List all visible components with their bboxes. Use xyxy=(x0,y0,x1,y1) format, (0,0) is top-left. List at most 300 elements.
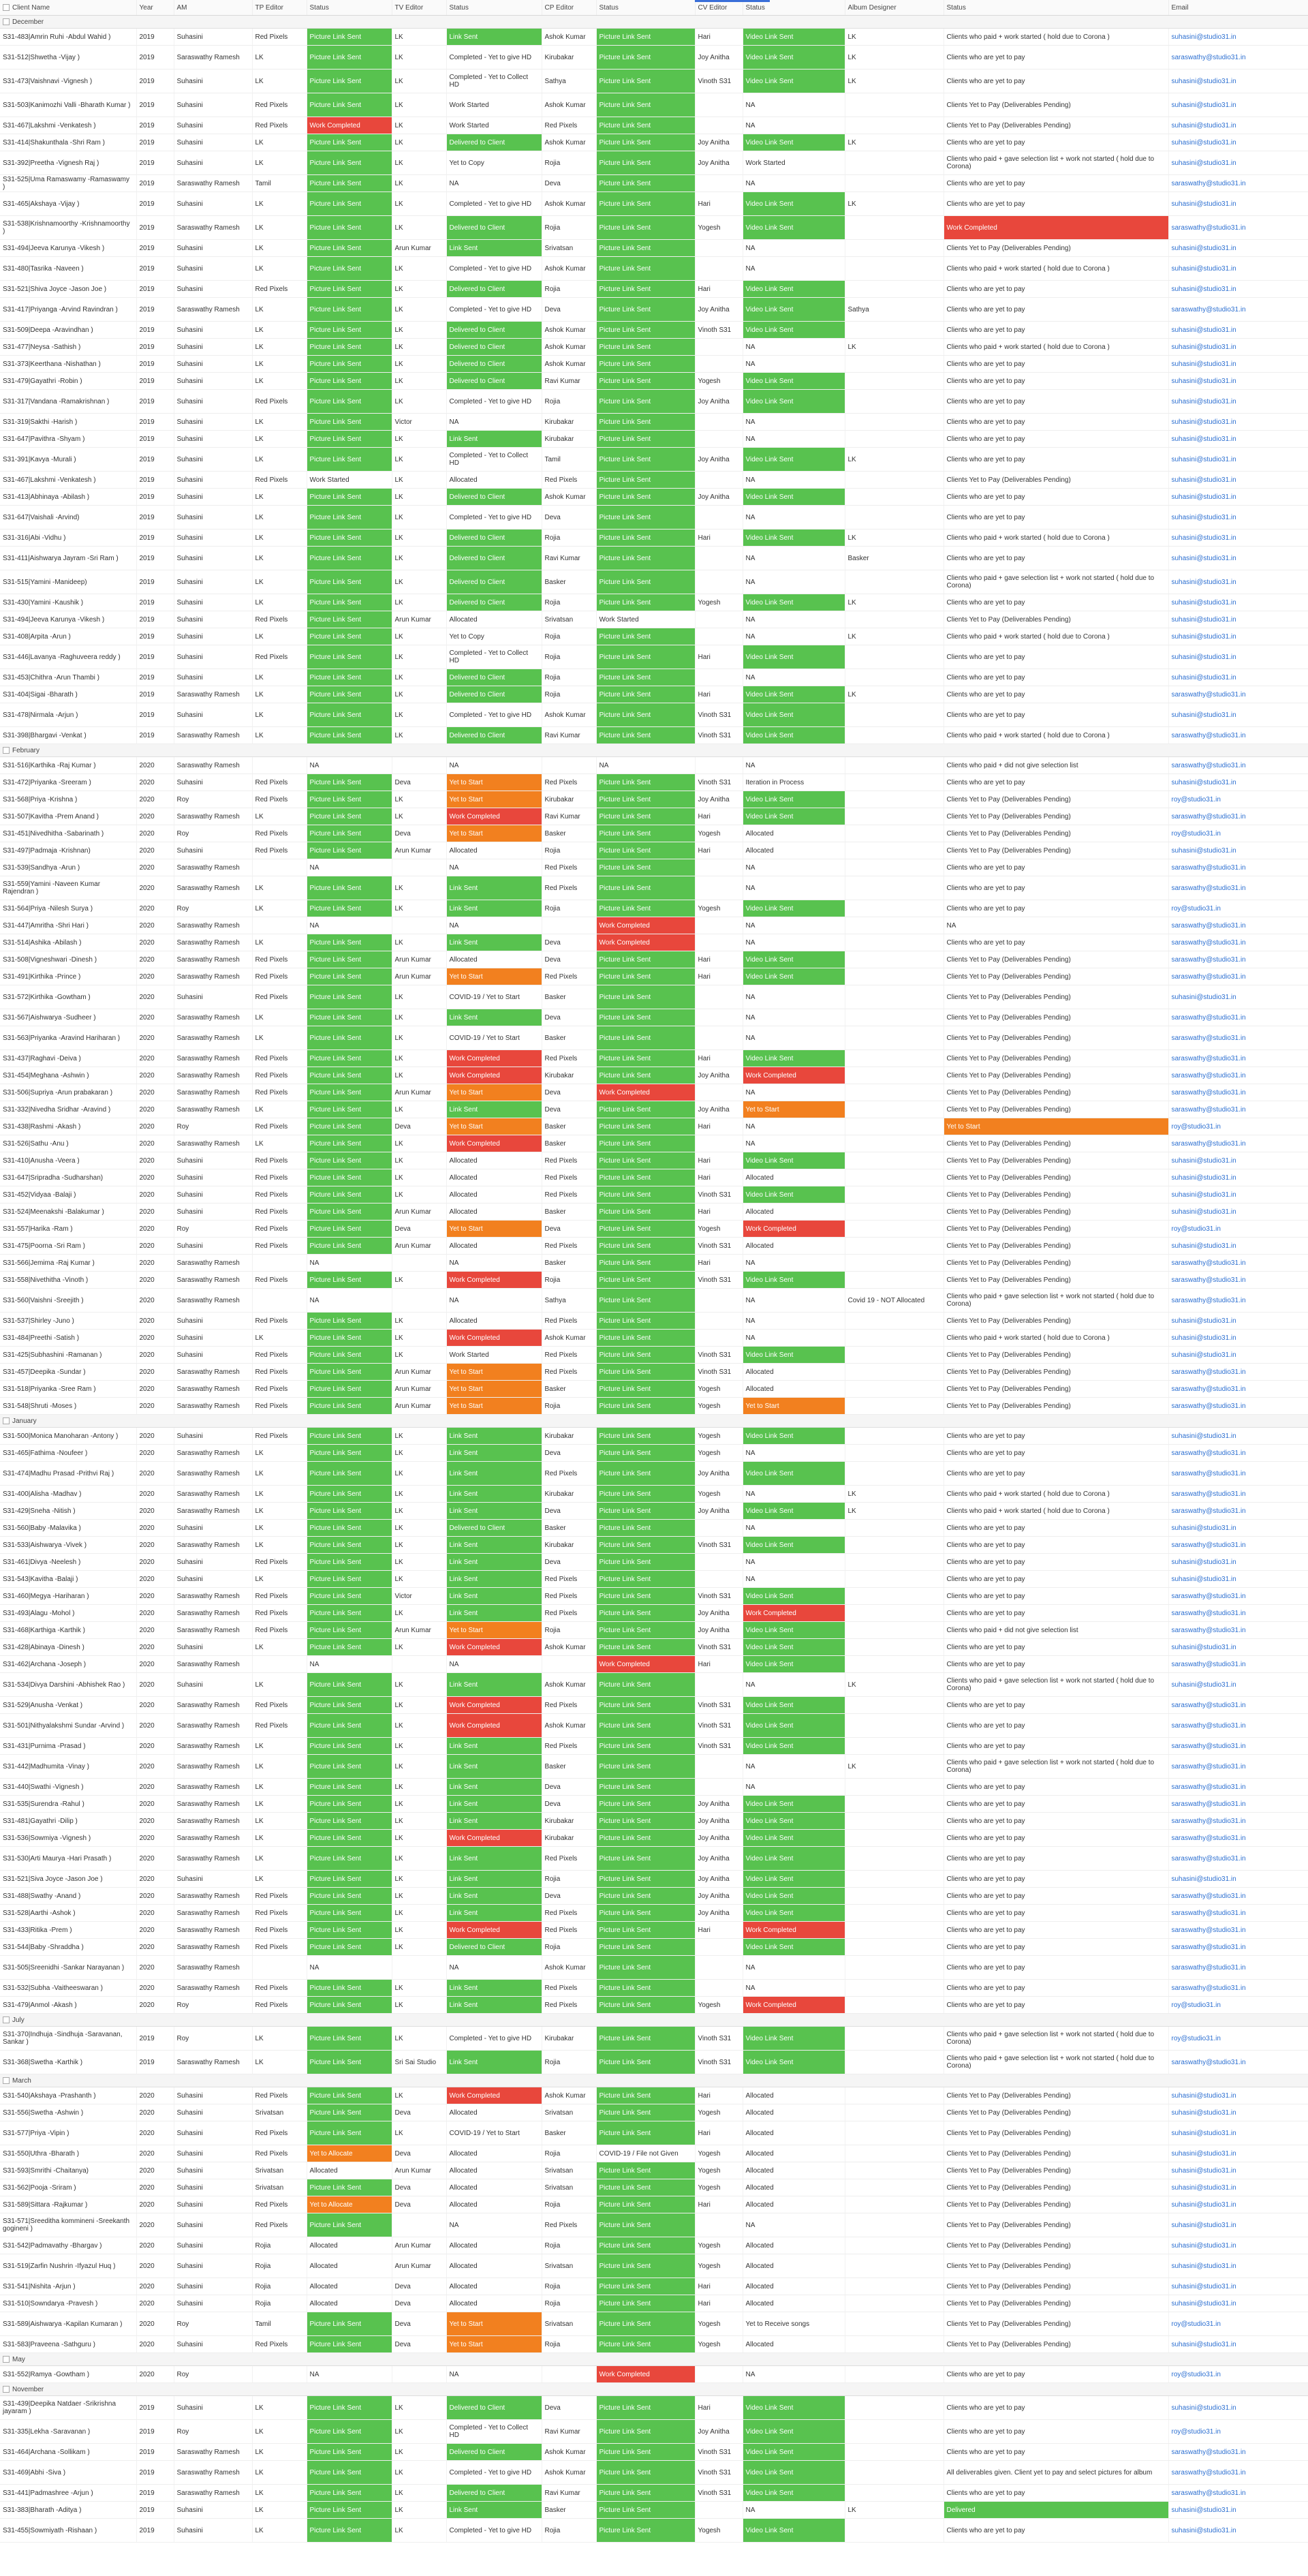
cell-status[interactable]: Delivered to Client xyxy=(446,2444,542,2461)
cell-status[interactable]: Video Link Sent xyxy=(743,1186,845,1203)
cell-tp-editor[interactable]: LK xyxy=(252,373,307,390)
cell-tv-editor[interactable]: LK xyxy=(392,727,446,744)
cell-status[interactable]: Picture Link Sent xyxy=(307,2104,392,2121)
table-row[interactable] xyxy=(0,628,1308,645)
cell-cp-editor[interactable]: Rojia xyxy=(542,1871,596,1888)
cell-status[interactable]: Picture Link Sent xyxy=(596,645,695,669)
cell-cv-editor[interactable] xyxy=(695,1779,743,1796)
cell-status[interactable]: Picture Link Sent xyxy=(307,825,392,842)
cell-status[interactable]: Picture Link Sent xyxy=(307,1084,392,1101)
cell-status[interactable]: Picture Link Sent xyxy=(596,1486,695,1503)
cell-cp-editor[interactable]: Red Pixels xyxy=(542,117,596,134)
cell-am[interactable]: Suhasini xyxy=(174,472,252,489)
table-row[interactable] xyxy=(0,1980,1308,1997)
cell-status[interactable]: Allocated xyxy=(446,1238,542,1255)
cell-cp-editor[interactable]: Kirubakar xyxy=(542,1813,596,1830)
cell-email[interactable]: suhasini@studio31.in xyxy=(1168,472,1308,489)
cell-am[interactable]: Saraswathy Ramesh xyxy=(174,968,252,985)
cell-am[interactable]: Suhasini xyxy=(174,1186,252,1203)
cell-year[interactable]: 2020 xyxy=(136,842,174,859)
cell-status[interactable]: Allocated xyxy=(446,2104,542,2121)
cell-year[interactable]: 2019 xyxy=(136,2502,174,2519)
cell-status[interactable]: Allocated xyxy=(446,2162,542,2179)
cell-status[interactable]: Clients Yet to Pay (Deliverables Pending) xyxy=(944,968,1168,985)
cell-email[interactable]: saraswathy@studio31.in xyxy=(1168,2051,1308,2074)
cell-status[interactable]: Picture Link Sent xyxy=(596,46,695,70)
cell-cp-editor[interactable]: Rojia xyxy=(542,1398,596,1415)
table-row[interactable] xyxy=(0,2196,1308,2213)
cell-year[interactable]: 2020 xyxy=(136,1956,174,1980)
cell-cv-editor[interactable] xyxy=(695,257,743,281)
cell-status[interactable]: Picture Link Sent xyxy=(596,390,695,414)
cell-status[interactable]: Link Sent xyxy=(446,1605,542,1622)
cell-year[interactable]: 2020 xyxy=(136,2196,174,2213)
cell-tp-editor[interactable]: LK xyxy=(252,2519,307,2543)
cell-email[interactable]: suhasini@studio31.in xyxy=(1168,1152,1308,1169)
cell-year[interactable]: 2020 xyxy=(136,757,174,774)
cell-cv-editor[interactable] xyxy=(695,175,743,192)
cell-status[interactable]: Picture Link Sent xyxy=(596,93,695,117)
cell-cv-editor[interactable]: Hari xyxy=(695,2196,743,2213)
table-row[interactable] xyxy=(0,594,1308,611)
cell-client-name[interactable]: S31-391|Kavya -Murali ) xyxy=(0,448,136,472)
cell-am[interactable]: Suhasini xyxy=(174,2196,252,2213)
cell-tv-editor[interactable]: LK xyxy=(392,791,446,808)
cell-client-name[interactable]: S31-557|Harika -Ram ) xyxy=(0,1221,136,1238)
cell-status[interactable]: Picture Link Sent xyxy=(307,628,392,645)
cell-cp-editor[interactable]: Kirubakar xyxy=(542,1486,596,1503)
cell-tp-editor[interactable]: Red Pixels xyxy=(252,1398,307,1415)
cell-status[interactable]: Delivered to Client xyxy=(446,727,542,744)
cell-cp-editor[interactable]: Rojia xyxy=(542,2336,596,2353)
cell-client-name[interactable]: S31-559|Yamini -Naveen Kumar Rajendran ) xyxy=(0,876,136,900)
cell-email[interactable]: saraswathy@studio31.in xyxy=(1168,1486,1308,1503)
cell-album-designer[interactable]: LK xyxy=(845,192,944,216)
cell-tv-editor[interactable]: LK xyxy=(392,1347,446,1364)
cell-status[interactable]: Clients who are yet to pay xyxy=(944,1813,1168,1830)
cell-client-name[interactable]: S31-332|Nivedha Sridhar -Aravind ) xyxy=(0,1101,136,1118)
cell-client-name[interactable]: S31-647|Pavithra -Shyam ) xyxy=(0,431,136,448)
cell-status[interactable]: Picture Link Sent xyxy=(596,570,695,594)
cell-year[interactable]: 2020 xyxy=(136,1221,174,1238)
cell-status[interactable]: Clients Yet to Pay (Deliverables Pending) xyxy=(944,1313,1168,1330)
cell-am[interactable]: Saraswathy Ramesh xyxy=(174,917,252,934)
cell-year[interactable]: 2020 xyxy=(136,1830,174,1847)
cell-album-designer[interactable] xyxy=(845,2104,944,2121)
table-row[interactable] xyxy=(0,611,1308,628)
cell-status[interactable]: Link Sent xyxy=(446,431,542,448)
cell-client-name[interactable]: S31-488|Swathy -Anand ) xyxy=(0,1888,136,1905)
cell-cv-editor[interactable]: Hari xyxy=(695,1255,743,1272)
cell-client-name[interactable]: S31-479|Anmol -Akash ) xyxy=(0,1997,136,2014)
cell-status[interactable]: Picture Link Sent xyxy=(307,2396,392,2420)
cell-album-designer[interactable] xyxy=(845,1779,944,1796)
cell-status[interactable]: Picture Link Sent xyxy=(596,2254,695,2278)
cell-tp-editor[interactable]: LK xyxy=(252,570,307,594)
table-row[interactable] xyxy=(0,1520,1308,1537)
cell-status[interactable]: Clients Yet to Pay (Deliverables Pending) xyxy=(944,1009,1168,1026)
cell-status[interactable]: Picture Link Sent xyxy=(596,703,695,727)
cell-cp-editor[interactable]: Basker xyxy=(542,1520,596,1537)
cell-status[interactable]: Picture Link Sent xyxy=(596,117,695,134)
cell-status[interactable]: Video Link Sent xyxy=(743,1830,845,1847)
cell-tp-editor[interactable]: Red Pixels xyxy=(252,281,307,298)
cell-cv-editor[interactable] xyxy=(695,1755,743,1779)
cell-status[interactable]: Delivered to Client xyxy=(446,594,542,611)
cell-tv-editor[interactable]: LK xyxy=(392,1537,446,1554)
cell-status[interactable]: Delivered to Client xyxy=(446,570,542,594)
cell-tp-editor[interactable]: Red Pixels xyxy=(252,2196,307,2213)
cell-status[interactable]: Picture Link Sent xyxy=(307,175,392,192)
cell-tp-editor[interactable]: Rojia xyxy=(252,2254,307,2278)
cell-cv-editor[interactable]: Vinoth S31 xyxy=(695,2461,743,2485)
cell-status[interactable]: NA xyxy=(743,2502,845,2519)
cell-email[interactable]: suhasini@studio31.in xyxy=(1168,356,1308,373)
table-row[interactable] xyxy=(0,240,1308,257)
cell-client-name[interactable]: S31-447|Amritha -Shri Hari ) xyxy=(0,917,136,934)
cell-tp-editor[interactable]: LK xyxy=(252,2485,307,2502)
cell-status[interactable]: Picture Link Sent xyxy=(596,547,695,570)
cell-status[interactable]: Picture Link Sent xyxy=(307,1673,392,1697)
cell-status[interactable]: Picture Link Sent xyxy=(307,46,392,70)
cell-client-name[interactable]: S31-493|Alagu -Mohol ) xyxy=(0,1605,136,1622)
cell-status[interactable]: Video Link Sent xyxy=(743,448,845,472)
cell-status[interactable]: Picture Link Sent xyxy=(596,2336,695,2353)
cell-status[interactable]: Clients Yet to Pay (Deliverables Pending) xyxy=(944,2087,1168,2104)
cell-year[interactable]: 2019 xyxy=(136,570,174,594)
cell-cp-editor[interactable]: Sathya xyxy=(542,1289,596,1313)
cell-album-designer[interactable]: LK xyxy=(845,530,944,547)
cell-tp-editor[interactable]: Red Pixels xyxy=(252,29,307,46)
cell-status[interactable]: Picture Link Sent xyxy=(307,322,392,339)
cell-client-name[interactable]: S31-368|Swetha -Karthik ) xyxy=(0,2051,136,2074)
cell-status[interactable]: Picture Link Sent xyxy=(307,390,392,414)
cell-tv-editor[interactable]: Arun Kumar xyxy=(392,240,446,257)
cell-email[interactable]: suhasini@studio31.in xyxy=(1168,2502,1308,2519)
cell-status[interactable]: Picture Link Sent xyxy=(307,1313,392,1330)
cell-tp-editor[interactable]: LK xyxy=(252,489,307,506)
cell-album-designer[interactable] xyxy=(845,1009,944,1026)
cell-client-name[interactable]: S31-529|Anusha -Venkat ) xyxy=(0,1697,136,1714)
cell-client-name[interactable]: S31-589|Sittara -Rajkumar ) xyxy=(0,2196,136,2213)
cell-cv-editor[interactable] xyxy=(695,1135,743,1152)
cell-cv-editor[interactable]: Joy Anitha xyxy=(695,134,743,151)
cell-email[interactable]: saraswathy@studio31.in xyxy=(1168,2485,1308,2502)
cell-am[interactable]: Suhasini xyxy=(174,1313,252,1330)
cell-email[interactable]: saraswathy@studio31.in xyxy=(1168,1905,1308,1922)
cell-status[interactable]: Picture Link Sent xyxy=(307,1830,392,1847)
cell-status[interactable]: Picture Link Sent xyxy=(307,968,392,985)
cell-am[interactable]: Saraswathy Ramesh xyxy=(174,1503,252,1520)
cell-status[interactable]: Allocated xyxy=(743,2278,845,2295)
cell-email[interactable]: saraswathy@studio31.in xyxy=(1168,1714,1308,1738)
cell-email[interactable]: suhasini@studio31.in xyxy=(1168,1520,1308,1537)
cell-status[interactable]: NA xyxy=(743,757,845,774)
cell-status[interactable]: Picture Link Sent xyxy=(596,322,695,339)
cell-tv-editor[interactable]: Arun Kumar xyxy=(392,1203,446,1221)
table-row[interactable] xyxy=(0,281,1308,298)
cell-status[interactable]: Clients who are yet to pay xyxy=(944,594,1168,611)
cell-status[interactable]: Video Link Sent xyxy=(743,322,845,339)
cell-client-name[interactable]: S31-525|Uma Ramaswamy -Ramaswamy ) xyxy=(0,175,136,192)
cell-status[interactable]: Video Link Sent xyxy=(743,2485,845,2502)
cell-cp-editor[interactable]: Red Pixels xyxy=(542,1313,596,1330)
cell-status[interactable]: Picture Link Sent xyxy=(307,1347,392,1364)
cell-status[interactable]: Picture Link Sent xyxy=(307,2519,392,2543)
cell-am[interactable]: Saraswathy Ramesh xyxy=(174,216,252,240)
cell-cv-editor[interactable]: Vinoth S31 xyxy=(695,1714,743,1738)
cell-tp-editor[interactable] xyxy=(252,1956,307,1980)
cell-tp-editor[interactable]: Red Pixels xyxy=(252,1347,307,1364)
cell-cv-editor[interactable]: Yogesh xyxy=(695,2336,743,2353)
cell-status[interactable]: NA xyxy=(307,859,392,876)
cell-album-designer[interactable] xyxy=(845,2145,944,2162)
cell-cv-editor[interactable] xyxy=(695,985,743,1009)
cell-am[interactable]: Saraswathy Ramesh xyxy=(174,298,252,322)
cell-tp-editor[interactable]: Red Pixels xyxy=(252,1905,307,1922)
table-row[interactable] xyxy=(0,1588,1308,1605)
cell-year[interactable]: 2020 xyxy=(136,2121,174,2145)
cell-client-name[interactable]: S31-519|Zarfin Nushrin -Ifyazul Huq ) xyxy=(0,2254,136,2278)
cell-status[interactable]: Picture Link Sent xyxy=(596,1050,695,1067)
cell-tv-editor[interactable]: Arun Kumar xyxy=(392,611,446,628)
cell-am[interactable]: Suhasini xyxy=(174,1571,252,1588)
cell-tv-editor[interactable]: LK xyxy=(392,1445,446,1462)
cell-am[interactable]: Saraswathy Ramesh xyxy=(174,1697,252,1714)
cell-album-designer[interactable] xyxy=(845,1101,944,1118)
cell-status[interactable]: Work Completed xyxy=(743,1605,845,1622)
cell-client-name[interactable]: S31-571|Sreeditha kommineni -Sreekanth gogineni ) xyxy=(0,2213,136,2237)
cell-status[interactable]: Allocated xyxy=(446,2179,542,2196)
cell-tv-editor[interactable]: LK xyxy=(392,1050,446,1067)
cell-client-name[interactable]: S31-439|Deepika Natdaer -Srikrishna jayaram ) xyxy=(0,2396,136,2420)
cell-year[interactable]: 2019 xyxy=(136,322,174,339)
cell-status[interactable]: Video Link Sent xyxy=(743,1537,845,1554)
cell-status[interactable]: Allocated xyxy=(743,2087,845,2104)
cell-status[interactable]: Work Completed xyxy=(743,1997,845,2014)
cell-status[interactable]: Picture Link Sent xyxy=(307,2051,392,2074)
cell-year[interactable]: 2019 xyxy=(136,240,174,257)
cell-email[interactable]: suhasini@studio31.in xyxy=(1168,240,1308,257)
cell-tv-editor[interactable]: Deva xyxy=(392,2179,446,2196)
cell-cv-editor[interactable] xyxy=(695,1939,743,1956)
cell-tv-editor[interactable]: Arun Kumar xyxy=(392,2254,446,2278)
cell-client-name[interactable]: S31-572|Kirthika -Gowtham ) xyxy=(0,985,136,1009)
cell-email[interactable]: suhasini@studio31.in xyxy=(1168,2396,1308,2420)
cell-status[interactable]: Picture Link Sent xyxy=(307,1186,392,1203)
cell-status[interactable]: Clients Yet to Pay (Deliverables Pending) xyxy=(944,2237,1168,2254)
cell-cp-editor[interactable]: Basker xyxy=(542,1203,596,1221)
cell-tv-editor[interactable]: LK xyxy=(392,1830,446,1847)
cell-tp-editor[interactable]: Red Pixels xyxy=(252,1888,307,1905)
cell-status[interactable]: Picture Link Sent xyxy=(596,70,695,93)
cell-client-name[interactable]: S31-373|Keerthana -Nishathan ) xyxy=(0,356,136,373)
cell-client-name[interactable]: S31-568|Priya -Krishna ) xyxy=(0,791,136,808)
cell-album-designer[interactable] xyxy=(845,1939,944,1956)
cell-status[interactable]: Video Link Sent xyxy=(743,2027,845,2051)
cell-client-name[interactable]: S31-521|Shiva Joyce -Jason Joe ) xyxy=(0,281,136,298)
cell-album-designer[interactable] xyxy=(845,1186,944,1203)
cell-status[interactable]: Link Sent xyxy=(446,1905,542,1922)
table-row[interactable] xyxy=(0,1050,1308,1067)
cell-client-name[interactable]: S31-477|Neysa -Sathish ) xyxy=(0,339,136,356)
cell-status[interactable]: Picture Link Sent xyxy=(307,1939,392,1956)
cell-cv-editor[interactable]: Vinoth S31 xyxy=(695,2444,743,2461)
cell-status[interactable]: Picture Link Sent xyxy=(596,2444,695,2461)
cell-cv-editor[interactable]: Vinoth S31 xyxy=(695,1738,743,1755)
cell-tv-editor[interactable] xyxy=(392,1656,446,1673)
cell-am[interactable]: Suhasini xyxy=(174,1673,252,1697)
cell-am[interactable]: Roy xyxy=(174,1221,252,1238)
table-row[interactable] xyxy=(0,1203,1308,1221)
cell-status[interactable]: Yet to Start xyxy=(743,1101,845,1118)
cell-email[interactable]: suhasini@studio31.in xyxy=(1168,985,1308,1009)
cell-am[interactable]: Roy xyxy=(174,791,252,808)
cell-cp-editor[interactable]: Ashok Kumar xyxy=(542,339,596,356)
cell-tv-editor[interactable]: LK xyxy=(392,356,446,373)
cell-cp-editor[interactable]: Kirubakar xyxy=(542,414,596,431)
cell-am[interactable]: Suhasini xyxy=(174,1554,252,1571)
cell-album-designer[interactable] xyxy=(845,1152,944,1169)
table-row[interactable] xyxy=(0,645,1308,669)
cell-email[interactable]: suhasini@studio31.in xyxy=(1168,322,1308,339)
cell-client-name[interactable]: S31-460|Megya -Hariharan ) xyxy=(0,1588,136,1605)
cell-status[interactable]: Clients Yet to Pay (Deliverables Pending) xyxy=(944,1381,1168,1398)
cell-email[interactable]: suhasini@studio31.in xyxy=(1168,448,1308,472)
cell-album-designer[interactable] xyxy=(845,1255,944,1272)
cell-status[interactable]: Clients who are yet to pay xyxy=(944,645,1168,669)
cell-tp-editor[interactable]: LK xyxy=(252,1673,307,1697)
cell-cp-editor[interactable] xyxy=(542,757,596,774)
cell-status[interactable]: Work Started xyxy=(596,611,695,628)
cell-status[interactable]: NA xyxy=(446,1255,542,1272)
cell-status[interactable]: Clients Yet to Pay (Deliverables Pending) xyxy=(944,93,1168,117)
cell-status[interactable]: Clients Yet to Pay (Deliverables Pending) xyxy=(944,1101,1168,1118)
cell-tp-editor[interactable]: LK xyxy=(252,298,307,322)
cell-tv-editor[interactable]: LK xyxy=(392,339,446,356)
cell-cp-editor[interactable]: Basker xyxy=(542,1755,596,1779)
cell-year[interactable]: 2019 xyxy=(136,2444,174,2461)
cell-status[interactable]: Picture Link Sent xyxy=(307,1462,392,1486)
cell-email[interactable]: saraswathy@studio31.in xyxy=(1168,1009,1308,1026)
cell-am[interactable]: Saraswathy Ramesh xyxy=(174,1622,252,1639)
cell-client-name[interactable]: S31-506|Supriya -Arun prabakaran ) xyxy=(0,1084,136,1101)
cell-client-name[interactable]: S31-408|Arpita -Arun ) xyxy=(0,628,136,645)
table-row[interactable] xyxy=(0,448,1308,472)
cell-email[interactable]: suhasini@studio31.in xyxy=(1168,2213,1308,2237)
cell-year[interactable]: 2020 xyxy=(136,1520,174,1537)
cell-status[interactable]: COVID-19 / Yet to Start xyxy=(446,2121,542,2145)
cell-tp-editor[interactable]: Red Pixels xyxy=(252,1364,307,1381)
cell-status[interactable]: Allocated xyxy=(743,1381,845,1398)
cell-tv-editor[interactable]: LK xyxy=(392,1755,446,1779)
cell-cv-editor[interactable] xyxy=(695,356,743,373)
cell-cv-editor[interactable]: Hari xyxy=(695,281,743,298)
table-row[interactable] xyxy=(0,298,1308,322)
cell-cv-editor[interactable]: Joy Anitha xyxy=(695,1905,743,1922)
cell-tp-editor[interactable]: Red Pixels xyxy=(252,1381,307,1398)
cell-am[interactable]: Suhasini xyxy=(174,390,252,414)
cell-tv-editor[interactable]: LK xyxy=(392,1571,446,1588)
cell-year[interactable]: 2019 xyxy=(136,645,174,669)
cell-status[interactable]: Work Completed xyxy=(743,1221,845,1238)
cell-tp-editor[interactable]: Red Pixels xyxy=(252,791,307,808)
cell-email[interactable]: saraswathy@studio31.in xyxy=(1168,1050,1308,1067)
cell-cp-editor[interactable]: Basker xyxy=(542,1381,596,1398)
table-row[interactable] xyxy=(0,29,1308,46)
cell-cv-editor[interactable] xyxy=(695,414,743,431)
cell-cv-editor[interactable]: Vinoth S31 xyxy=(695,1364,743,1381)
cell-status[interactable]: Picture Link Sent xyxy=(596,1289,695,1313)
cell-year[interactable]: 2020 xyxy=(136,1118,174,1135)
cell-tp-editor[interactable]: LK xyxy=(252,547,307,570)
table-row[interactable] xyxy=(0,1347,1308,1364)
cell-tp-editor[interactable]: Red Pixels xyxy=(252,2121,307,2145)
cell-client-name[interactable]: S31-461|Divya -Neelesh ) xyxy=(0,1554,136,1571)
table-row[interactable] xyxy=(0,1847,1308,1871)
cell-status[interactable]: NA xyxy=(596,757,695,774)
table-row[interactable] xyxy=(0,2278,1308,2295)
cell-status[interactable]: Picture Link Sent xyxy=(307,686,392,703)
cell-year[interactable]: 2020 xyxy=(136,1922,174,1939)
cell-album-designer[interactable] xyxy=(845,570,944,594)
cell-cp-editor[interactable]: Tamil xyxy=(542,448,596,472)
cell-tv-editor[interactable]: LK xyxy=(392,1520,446,1537)
cell-year[interactable]: 2019 xyxy=(136,547,174,570)
cell-status[interactable]: Video Link Sent xyxy=(743,1622,845,1639)
cell-am[interactable]: Suhasini xyxy=(174,2336,252,2353)
cell-year[interactable]: 2020 xyxy=(136,1255,174,1272)
cell-tp-editor[interactable]: LK xyxy=(252,876,307,900)
cell-status[interactable]: Link Sent xyxy=(446,1738,542,1755)
cell-tv-editor[interactable]: LK xyxy=(392,117,446,134)
cell-am[interactable]: Saraswathy Ramesh xyxy=(174,1588,252,1605)
cell-status[interactable]: Allocated xyxy=(307,2278,392,2295)
table-row[interactable] xyxy=(0,757,1308,774)
cell-status[interactable]: Clients who paid + gave selection list + work not started ( hold due to Corona) xyxy=(944,570,1168,594)
cell-cp-editor[interactable]: Ashok Kumar xyxy=(542,2087,596,2104)
cell-status[interactable]: Clients who are yet to pay xyxy=(944,448,1168,472)
cell-client-name[interactable]: S31-481|Gayathri -Dilip ) xyxy=(0,1813,136,1830)
cell-tp-editor[interactable]: LK xyxy=(252,506,307,530)
table-row[interactable] xyxy=(0,1067,1308,1084)
cell-email[interactable]: saraswathy@studio31.in xyxy=(1168,934,1308,951)
cell-am[interactable]: Suhasini xyxy=(174,2104,252,2121)
table-row[interactable] xyxy=(0,472,1308,489)
cell-cp-editor[interactable]: Rojia xyxy=(542,530,596,547)
cell-email[interactable]: saraswathy@studio31.in xyxy=(1168,917,1308,934)
cell-cv-editor[interactable] xyxy=(695,876,743,900)
cell-status[interactable]: Clients who are yet to pay xyxy=(944,1571,1168,1588)
cell-cv-editor[interactable] xyxy=(695,431,743,448)
cell-status[interactable]: Yet to Allocate xyxy=(307,2145,392,2162)
cell-tv-editor[interactable]: LK xyxy=(392,1905,446,1922)
cell-tp-editor[interactable]: Red Pixels xyxy=(252,390,307,414)
cell-status[interactable]: Delivered to Client xyxy=(446,134,542,151)
cell-status[interactable]: Clients Yet to Pay (Deliverables Pending) xyxy=(944,842,1168,859)
table-row[interactable] xyxy=(0,1169,1308,1186)
table-row[interactable] xyxy=(0,968,1308,985)
cell-status[interactable]: Clients who are yet to pay xyxy=(944,134,1168,151)
cell-status[interactable]: Clients who are yet to pay xyxy=(944,281,1168,298)
cell-status[interactable]: Clients who are yet to pay xyxy=(944,1445,1168,1462)
group-header-cell[interactable] xyxy=(0,2074,1308,2087)
cell-client-name[interactable]: S31-446|Lavanya -Raghuveera reddy ) xyxy=(0,645,136,669)
cell-status[interactable]: Clients who are yet to pay xyxy=(944,900,1168,917)
cell-status[interactable]: Video Link Sent xyxy=(743,1428,845,1445)
cell-cp-editor[interactable]: Ashok Kumar xyxy=(542,93,596,117)
cell-status[interactable]: NA xyxy=(743,1026,845,1050)
